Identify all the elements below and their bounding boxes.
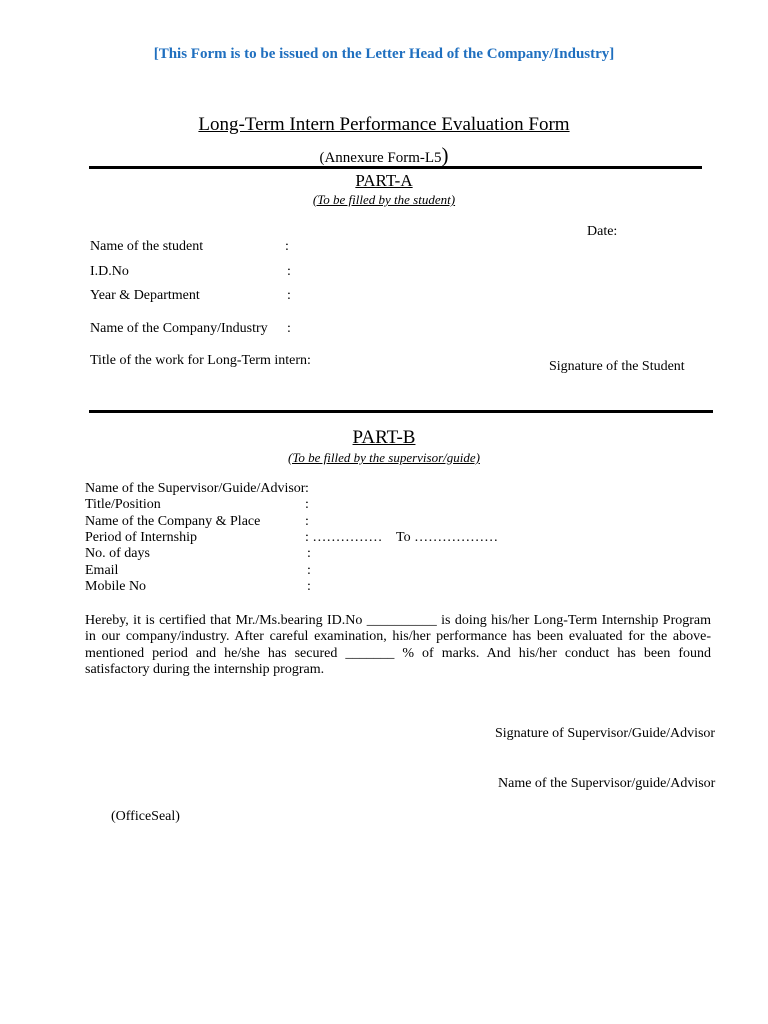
- year-department-colon: :: [287, 288, 291, 303]
- date-label: Date:: [587, 224, 618, 239]
- supervisor-signature-label: Signature of Supervisor/Guide/Advisor: [495, 726, 716, 741]
- internship-period-to: To ………………: [396, 530, 499, 545]
- annexure-close: ): [441, 143, 449, 167]
- student-signature-label: Signature of the Student: [549, 359, 685, 374]
- internship-period-label: Period of Internship: [85, 530, 197, 545]
- part-a-subtitle: (To be filled by the student): [312, 192, 456, 207]
- work-title-label: Title of the work for Long-Term intern:: [90, 353, 311, 368]
- supervisor-name-label: Name of the Supervisor/Guide/Advisor: [85, 481, 306, 496]
- title-position-colon: :: [305, 497, 309, 512]
- id-no-label: I.D.No: [90, 264, 129, 279]
- certificate-paragraph: Hereby, it is certified that Mr./Ms.bearing ID.No __________ is doing his/her Long-Term Internship Program in our company/industry. After careful examination, his/her performance has been evaluated for the above-mentioned period and he/she has secured _______ % of marks. And his/her conduct has been found satisfactory during the internship program.: [85, 613, 711, 677]
- part-a-heading: PART-A: [355, 171, 413, 190]
- letterhead-note: [This Form is to be issued on the Letter Head of the Company/Industry]: [153, 46, 615, 62]
- internship-period-from: : ……………: [305, 530, 383, 545]
- student-name-colon: :: [285, 239, 289, 254]
- part-b-subtitle: (To be filled by the supervisor/guide): [288, 450, 480, 465]
- divider-top: [89, 166, 702, 169]
- days-colon: :: [307, 546, 311, 561]
- email-colon: :: [307, 563, 311, 578]
- divider-middle: [89, 410, 713, 413]
- part-b-heading: PART-B: [352, 427, 416, 448]
- mobile-colon: :: [307, 579, 311, 594]
- email-label: Email: [85, 563, 119, 578]
- days-label: No. of days: [85, 546, 150, 561]
- company-place-colon: :: [305, 514, 309, 529]
- company-industry-label: Name of the Company/Industry: [90, 321, 268, 336]
- annexure-text: (Annexure Form-L5: [319, 150, 442, 166]
- supervisor-name-footer-label: Name of the Supervisor/guide/Advisor: [498, 776, 716, 791]
- company-industry-colon: :: [287, 321, 291, 336]
- mobile-label: Mobile No: [85, 579, 147, 594]
- id-no-colon: :: [287, 264, 291, 279]
- office-seal-label: (OfficeSeal): [111, 809, 180, 824]
- year-department-label: Year & Department: [90, 288, 200, 303]
- title-position-label: Title/Position: [85, 497, 161, 512]
- form-title: Long-Term Intern Performance Evaluation Form: [198, 114, 570, 135]
- annexure-label: [0, 143, 768, 168]
- supervisor-name-colon: :: [305, 481, 309, 496]
- student-name-label: Name of the student: [90, 239, 204, 254]
- company-place-label: Name of the Company & Place: [85, 514, 261, 529]
